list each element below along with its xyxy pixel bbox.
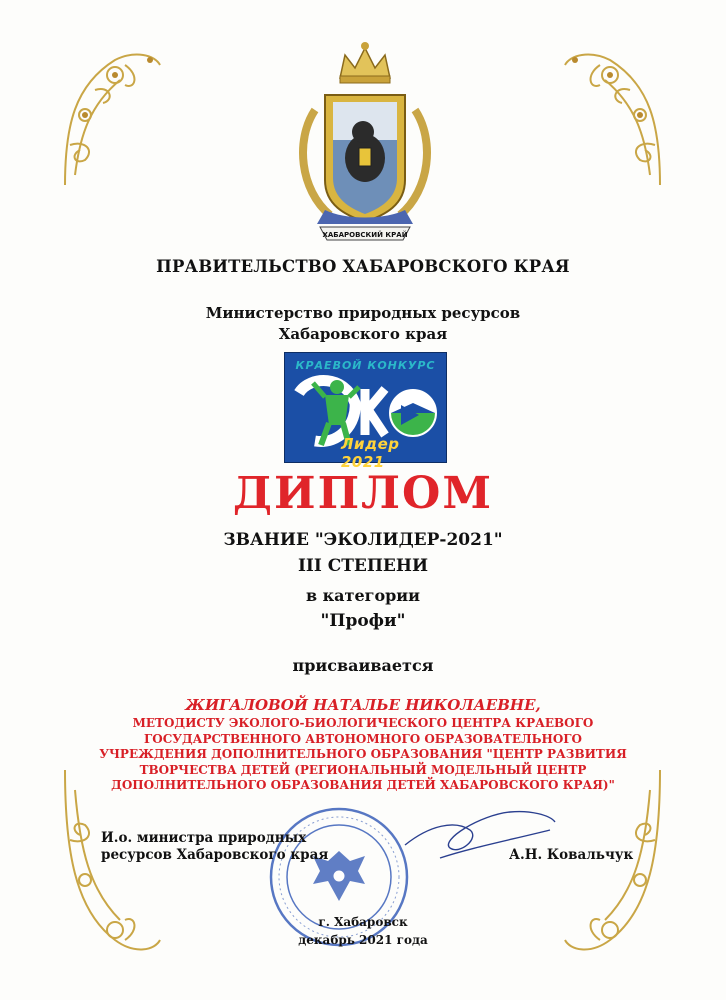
position-line-2: ресурсов Хабаровского края — [101, 847, 329, 863]
government-title: ПРАВИТЕЛЬСТВО ХАБАРОВСКОГО КРАЯ — [156, 257, 570, 276]
description-line: ДОПОЛНИТЕЛЬНОГО ОБРАЗОВАНИЯ ДЕТЕЙ ХАБАРОВСКОГО КРАЯ)" — [111, 778, 615, 792]
diploma-title: ДИПЛОМ — [232, 468, 494, 519]
ministry-line-1: Министерство природных ресурсов — [205, 304, 521, 322]
category-label: в категории — [305, 586, 421, 605]
logo-bottom-text: Лидер 2021 — [341, 435, 400, 471]
description-line: МЕТОДИСТУ ЭКОЛОГО-БИОЛОГИЧЕСКОГО ЦЕНТРА КРАЕВОГО — [132, 716, 594, 730]
award-degree: III СТЕПЕНИ — [297, 556, 429, 576]
recipient-name: ЖИГАЛОВОЙ НАТАЛЬЕ НИКОЛАЕВНЕ, — [185, 696, 541, 714]
corner-ornament-top-right — [560, 45, 670, 195]
logo-top-text: КРАЕВОЙ КОНКУРС — [295, 359, 436, 372]
description-line: ТВОРЧЕСТВА ДЕТЕЙ (РЕГИОНАЛЬНЫЙ МОДЕЛЬНЫЙ ЦЕНТР — [139, 762, 587, 777]
ministry-name — [0, 303, 726, 345]
crown-icon — [340, 42, 390, 83]
signatory-name: А.Н. Ковальчук — [509, 847, 634, 863]
ministry-line-2: Хабаровского края — [278, 325, 448, 343]
recipient-description — [0, 716, 726, 794]
corner-ornament-top-left — [55, 45, 165, 195]
issue-date: декабрь 2021 года — [298, 933, 428, 947]
awarded-verb: присваивается — [292, 656, 434, 675]
coat-of-arms-emblem — [285, 40, 445, 245]
position-line-1: И.о. министра природных — [101, 830, 307, 846]
signatory-position — [101, 830, 328, 864]
award-title: ЗВАНИЕ "ЭКОЛИДЕР-2021" — [223, 530, 503, 550]
eco-leader-logo — [284, 352, 447, 471]
description-line: ГОСУДАРСТВЕННОГО АВТОНОМНОГО ОБРАЗОВАТЕЛЬНОГО — [143, 731, 583, 746]
flag-circle-icon — [391, 391, 435, 435]
issue-place: г. Хабаровск — [318, 915, 408, 929]
description-line: УЧРЕЖДЕНИЯ ДОПОЛНИТЕЛЬНОГО ОБРАЗОВАНИЯ "ЦЕНТР РАЗВИТИЯ — [99, 747, 627, 761]
emblem-ribbon-text: ХАБАРОВСКИЙ КРАЙ — [322, 231, 408, 239]
category-name: "Профи" — [320, 611, 406, 631]
